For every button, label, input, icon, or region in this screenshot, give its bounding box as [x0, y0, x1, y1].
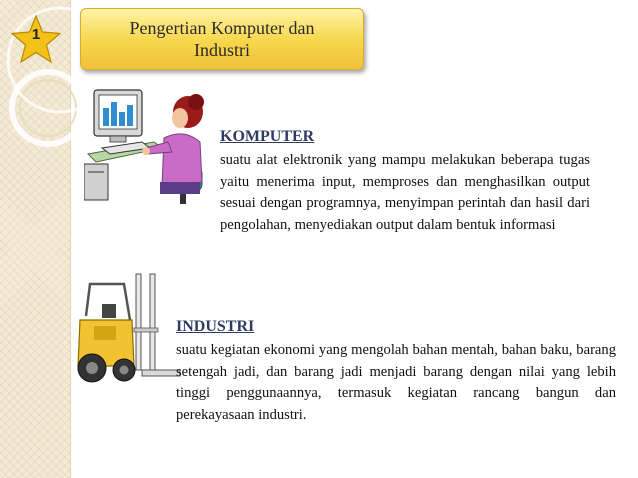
computer-user-icon: [84, 82, 212, 210]
slide-number: 1: [31, 26, 41, 43]
page-title: Pengertian Komputer dan Industri: [129, 18, 315, 60]
komputer-heading: KOMPUTER: [220, 128, 315, 145]
title-box: [80, 8, 364, 70]
industri-heading: INDUSTRI: [176, 318, 255, 335]
industri-paragraph: suatu kegiatan ekonomi yang mengolah bahan mentah, bahan baku, barang setengah jadi, dan barang jadi menjadi barang dengan nilai yang lebih tinggi penggunaannya, termasuk kegiatan rancang bangun dan perekayasaan industri.: [176, 342, 616, 423]
left-decorative-strip: [0, 0, 71, 478]
forklift-icon: [72, 270, 182, 390]
komputer-paragraph: suatu alat elektronik yang mampu melakukan beberapa tugas yaitu menerima input, memproses dan menghasilkan output sesuai dengan programnya, menyimpan perintah dan hasil dari pengolahan, menyediakan output dalam bentuk informasi: [220, 152, 590, 233]
